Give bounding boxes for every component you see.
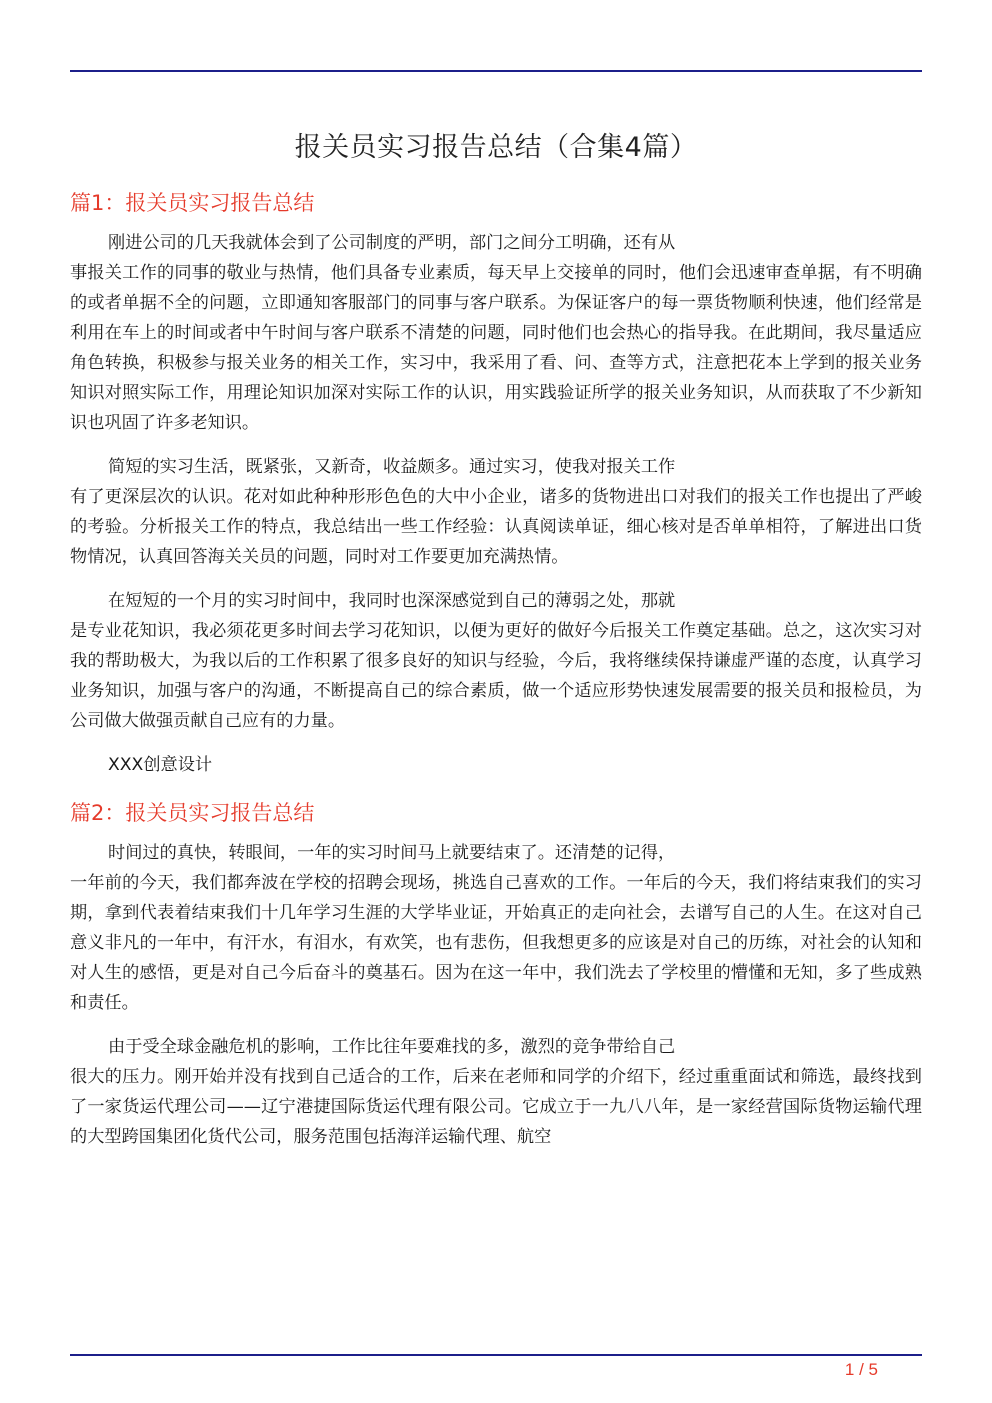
- paragraph-first-line: 在短短的一个月的实习时间中，我同时也深深感觉到自己的薄弱之处，那就: [108, 591, 676, 611]
- paragraph-text: 一年前的今天，我们都奔波在学校的招聘会现场，挑选自己喜欢的工作。一年后的今天，我们将结束我们的实习期，拿到代表着结束我们十几年学习生涯的大学毕业证，开始真正的走向社会，去谱写自己的人生。在这对自己意义非凡的一年中，有汗水，有泪水，有欢笑，也有悲伤，但我想更多的应该是对自己的历练，对社会的认知和对人生的感悟，更是对自己今后奋斗的奠基石。因为在这一年中，我们洗去了学校里的懵懂和无知，多了些成熟和责任。: [70, 873, 922, 1013]
- paragraph: [70, 838, 922, 1018]
- signature: XXX创意设计: [108, 755, 213, 775]
- paragraph: [70, 586, 922, 736]
- section-heading-1: 篇1：报关员实习报告总结: [70, 191, 315, 215]
- document-body: [70, 186, 922, 1152]
- paragraph: [70, 228, 922, 438]
- page-number: 1 / 5: [844, 1360, 878, 1379]
- header-rule: [70, 70, 922, 72]
- paragraph-text: 有了更深层次的认识。花对如此种种形形色色的大中小企业，诸多的货物进出口对我们的报关工作也提出了严峻的考验。分析报关工作的特点，我总结出一些工作经验：认真阅读单证，细心核对是否单单相符，了解进出口货物情况，认真回答海关关员的问题，同时对工作要更加充满热情。: [70, 487, 922, 567]
- footer-rule: [70, 1354, 922, 1356]
- paragraph: [70, 1032, 922, 1152]
- section-heading-2: 篇2：报关员实习报告总结: [70, 801, 315, 825]
- paragraph-first-line: 简短的实习生活，既紧张，又新奇，收益颇多。通过实习，使我对报关工作: [108, 457, 676, 477]
- document-title: 报关员实习报告总结（合集4篇）: [294, 132, 698, 163]
- paragraph-first-line: 由于受全球金融危机的影响，工作比往年要难找的多，激烈的竞争带给自己: [108, 1037, 676, 1057]
- paragraph-text: 事报关工作的同事的敬业与热情，他们具备专业素质，每天早上交接单的同时，他们会迅速审查单据，有不明确的或者单据不全的问题，立即通知客服部门的同事与客户联系。为保证客户的每一票货物顺利快速，他们经常是利用在车上的时间或者中午时间与客户联系不清楚的问题，同时他们也会热心的指导我。在此期间，我尽量适应角色转换，积极参与报关业务的相关工作，实习中，我采用了看、问、查等方式，注意把花本上学到的报关业务知识对照实际工作，用理论知识加深对实际工作的认识，用实践验证所学的报关业务知识，从而获取了不少新知识也巩固了许多老知识。: [70, 263, 922, 433]
- paragraph-text: 是专业花知识，我必须花更多时间去学习花知识，以便为更好的做好今后报关工作奠定基础。总之，这次实习对我的帮助极大，为我以后的工作积累了很多良好的知识与经验，今后，我将继续保持谦虚严谨的态度，认真学习业务知识，加强与客户的沟通，不断提高自己的综合素质，做一个适应形势快速发展需要的报关员和报检员，为公司做大做强贡献自己应有的力量。: [70, 621, 922, 731]
- paragraph-first-line: 时间过的真快，转眼间，一年的实习时间马上就要结束了。还清楚的记得，: [108, 843, 676, 863]
- paragraph-text: 很大的压力。刚开始并没有找到自己适合的工作，后来在老师和同学的介绍下，经过重重面试和筛选，最终找到了一家货运代理公司——辽宁港捷国际货运代理有限公司。它成立于一九八八年，是一家经营国际货物运输代理的大型跨国集团化货代公司，服务范围包括海洋运输代理、航空: [70, 1067, 922, 1147]
- paragraph: [70, 452, 922, 572]
- paragraph-first-line: 刚进公司的几天我就体会到了公司制度的严明，部门之间分工明确，还有从: [108, 233, 676, 253]
